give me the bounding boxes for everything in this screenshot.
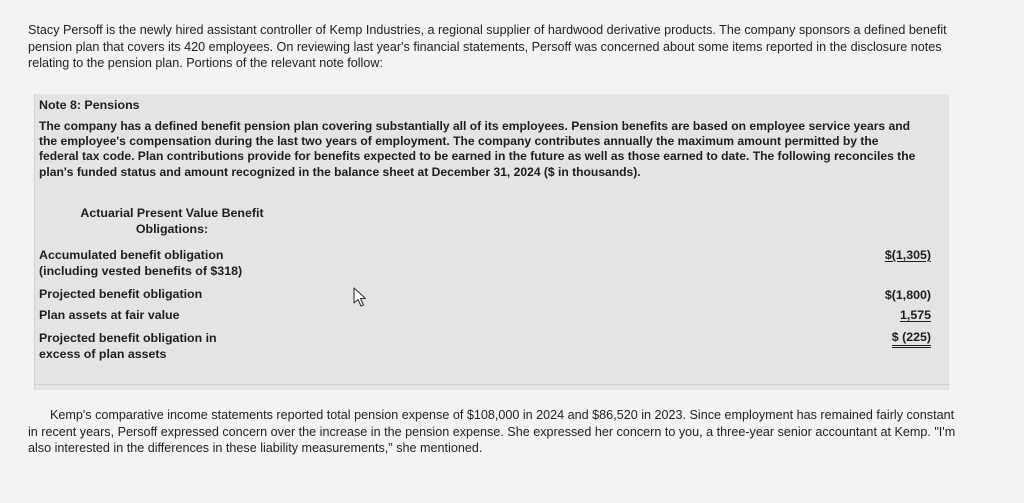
funded-status-label-line2: excess of plan assets (39, 346, 167, 361)
note-divider (35, 384, 949, 385)
pbo-label (39, 287, 359, 303)
pbo-label-line1: Projected benefit obligation (39, 287, 203, 301)
mouse-pointer-icon (353, 287, 369, 309)
abo-label-line1: Accumulated benefit obligation (39, 248, 224, 262)
pbo-value (811, 288, 931, 304)
funded-status-value-text: $ (225) (892, 330, 931, 348)
pension-note-box (34, 94, 949, 390)
abo-label (39, 248, 359, 279)
apv-heading (57, 206, 287, 237)
outro-paragraph (28, 407, 958, 457)
funded-status-label (39, 331, 359, 362)
abo-label-line2: (including vested benefits of $318) (39, 263, 243, 278)
note-title: Note 8: Pensions (39, 98, 140, 112)
plan-assets-label (39, 308, 359, 324)
abo-value-text: $(1,305) (884, 248, 931, 262)
plan-assets-label-line1: Plan assets at fair value (39, 308, 180, 322)
intro-paragraph: Stacy Persoff is the newly hired assistant controller of Kemp Industries, a regional supplier of hardwood derivative products. The company sponsors a defined benefit pension plan that covers its 420 employees. On reviewing last year's financial statements, Persoff was concerned about some items reported in the disclosure notes relating to the pension plan. Portions of the relevant note follow: (28, 23, 947, 70)
apv-heading-line2: Obligations: (135, 221, 209, 236)
funded-status-value (811, 330, 931, 346)
apv-heading-line1: Actuarial Present Value Benefit (80, 206, 264, 220)
abo-value (811, 248, 931, 264)
plan-assets-value-text: 1,575 (899, 308, 931, 322)
plan-assets-value (811, 308, 931, 324)
outro-text: Kemp's comparative income statements reported total pension expense of $108,000 in 2024 and $86,520 in 2023. Since employment has remained fairly constant in recent years, Persoff expressed concern over the increase in the pension expense. She expressed her concern to you, a three-year senior accountant at Kemp. "I'm also interested in the differences in these liability measurements," she mentioned. (28, 408, 956, 455)
funded-status-label-line1: Projected benefit obligation in (39, 331, 217, 345)
pbo-value-text: $(1,800) (884, 288, 931, 302)
note-body: The company has a defined benefit pension plan covering substantially all of its employees. Pension benefits are based on employee service years and the employee's compensation during the last two years of employment. The company contributes annually the maximum amount permitted by the federal tax code. Plan contributions provide for benefits expected to be earned in the future as well as those earned to date. The following reconciles the plan's funded status and amount recognized in the balance sheet at December 31, 2024 ($ in thousands). (39, 119, 916, 179)
